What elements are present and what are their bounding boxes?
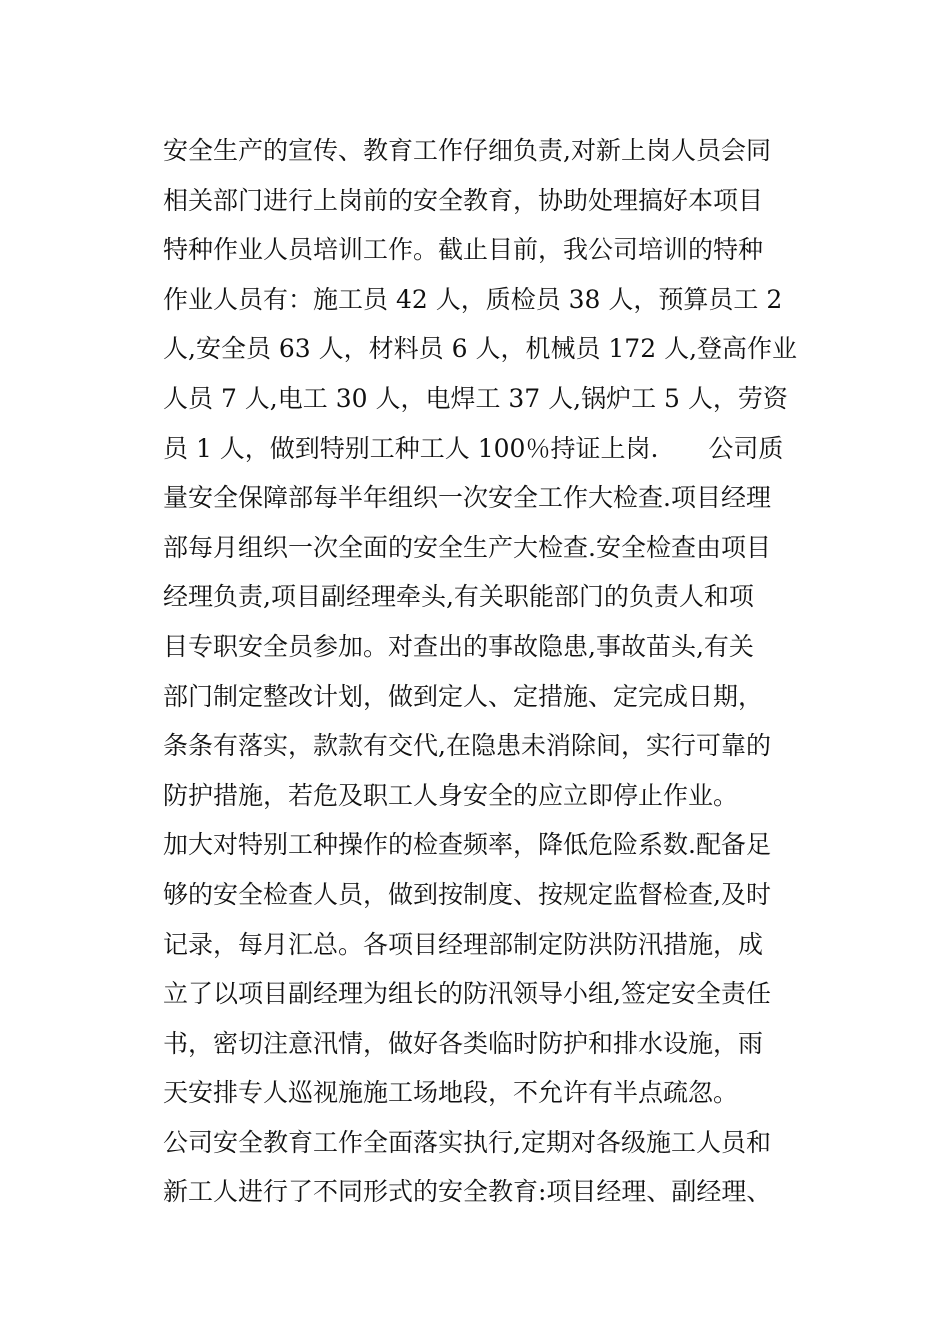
text-line: 安全生产的宣传、教育工作仔细负责,对新上岗人员会同 — [163, 136, 771, 165]
text-line: 作业人员有：施工员 42 人，质检员 38 人，预算员工 2 — [163, 284, 783, 314]
text-line: 人,安全员 63 人，材料员 6 人，机械员 172 人,登高作业 — [163, 334, 798, 364]
text-line: 记录，每月汇总。各项目经理部制定防洪防汛措施，成 — [163, 929, 764, 959]
text-line: 员 1 人，做到特别工种工人 100％持证上岗. 公司质 — [163, 433, 784, 463]
text-line: 加大对特别工种操作的检查频率，降低危险系数.配备足 — [163, 830, 771, 860]
text-line: 立了以项目副经理为组长的防汛领导小组,签定安全责任 — [163, 979, 771, 1009]
text-line: 天安排专人巡视施施工场地段，不允许有半点疏忽。 — [163, 1078, 739, 1108]
text-line: 书，密切注意汛情，做好各类临时防护和排水设施，雨 — [163, 1028, 764, 1058]
text-line: 相关部门进行上岗前的安全教育，协助处理搞好本项目 — [163, 185, 764, 215]
text-line: 防护措施，若危及职工人身安全的应立即停止作业。 — [163, 780, 739, 810]
text-line: 目专职安全员参加。对查出的事故隐患,事故苗头,有关 — [163, 631, 754, 661]
text-line: 条条有落实，款款有交代,在隐患未消除间，实行可靠的 — [163, 731, 771, 761]
text-line: 特种作业人员培训工作。截止目前，我公司培训的特种 — [163, 235, 764, 265]
document-body — [163, 126, 803, 1217]
text-line: 经理负责,项目副经理牵头,有关职能部门的负责人和项 — [163, 582, 754, 612]
text-line: 新工人进行了不同形式的安全教育:项目经理、副经理、 — [163, 1177, 772, 1207]
text-line: 人员 7 人,电工 30 人，电焊工 37 人,锅炉工 5 人，劳资 — [163, 383, 788, 413]
text-line: 部每月组织一次全面的安全生产大检查.安全检查由项目 — [163, 532, 771, 562]
text-line: 部门制定整改计划，做到定人、定措施、定完成日期， — [163, 681, 764, 711]
text-line: 公司安全教育工作全面落实执行,定期对各级施工人员和 — [163, 1127, 771, 1157]
text-line: 够的安全检查人员，做到按制度、按规定监督检查,及时 — [163, 879, 771, 909]
text-line: 量安全保障部每半年组织一次安全工作大检查.项目经理 — [163, 483, 771, 513]
